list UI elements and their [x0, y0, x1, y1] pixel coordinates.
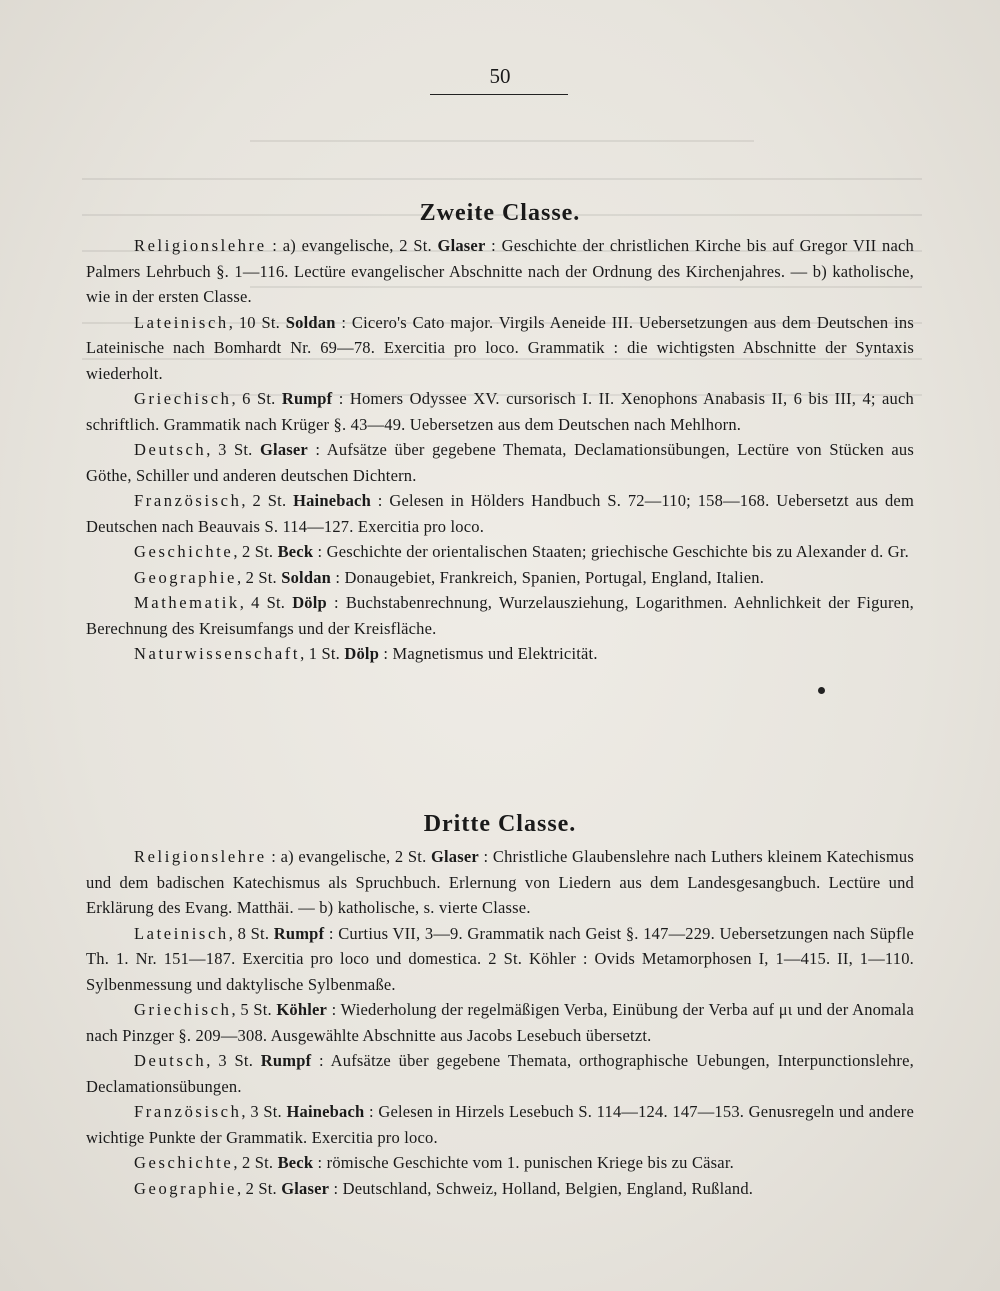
entry-subject: Griechisch — [134, 389, 232, 408]
entry-griechisch — [86, 997, 914, 1048]
entry-hours: , 10 St. — [228, 312, 286, 332]
entry-text: : Deutschland, Schweiz, Holland, Belgien, England, Rußland. — [329, 1178, 754, 1198]
entry-religionslehre — [86, 233, 914, 310]
entry-text: : Gelesen in Hirzels Lesebuch S. 114—124. 147—153. Genusregeln und andere wichtige Punkte der Grammatik. Exercitia pro loco. — [86, 1102, 914, 1147]
entry-text: : Homers Odyssee XV. cursorisch I. II. Xenophons Anabasis II, 6 bis III, 4; auch schriftlich. Grammatik nach Krüger §. 43—49. Uebersetzen aus dem Deutschen nach Mehlhorn. — [86, 389, 914, 434]
entry-text: : Donaugebiet, Frankreich, Spanien, Portugal, England, Italien. — [331, 567, 765, 587]
entry-subject: Geschichte — [134, 1153, 234, 1172]
entry-subject: Religionslehre — [134, 847, 267, 866]
entry-hours: , 3 St. — [241, 1102, 287, 1121]
entry-teacher: Köhler — [276, 1000, 328, 1019]
entry-hours: , 3 St. — [206, 440, 260, 459]
entry-text: : römische Geschichte vom 1. punischen Kriege bis zu Cäsar. — [313, 1153, 734, 1172]
entry-subject: Deutsch — [134, 1051, 207, 1070]
entry-teacher: Glaser — [437, 236, 486, 255]
entry-subject: Mathematik — [134, 593, 240, 612]
entry-subject: Deutsch — [134, 440, 207, 459]
entry-hours: , 6 St. — [231, 389, 282, 408]
entry-teacher: Glaser — [281, 1178, 330, 1198]
entry-text: : Curtius VII, 3—9. Grammatik nach Geist §. 147—229. Uebersetzungen nach Süpfle Th. 1. Nr. 151—187. Exercitia pro loco und domestica. 2 St. Köhler : Ovids Metamorphosen I, 1—415. II, 1—110. Sylbenmessung und daktylische Sylbenmaße. — [86, 923, 914, 994]
entry-teacher: Soldan — [281, 567, 332, 587]
entry-lateinisch — [86, 921, 914, 998]
entry-hours: , 3 St. — [206, 1051, 261, 1070]
entry-teacher: Glaser — [260, 440, 308, 459]
entry-hours: , 2 St. — [233, 1153, 278, 1172]
entry-hours: , 1 St. — [300, 644, 345, 663]
entry-geographie — [86, 1176, 914, 1202]
entry-hours: : a) evangelische, 2 St. — [266, 847, 431, 866]
entry-subject: Geschichte — [134, 542, 234, 561]
entry-teacher: Rumpf — [273, 923, 325, 943]
entry-subject: Lateinisch — [134, 923, 229, 943]
entry-teacher: Hainebach — [286, 1102, 365, 1121]
entry-hours: , 2 St. — [236, 1178, 282, 1198]
entry-geographie — [86, 565, 914, 591]
entry-franzoesisch — [86, 1099, 914, 1150]
entry-hours: , 8 St. — [228, 923, 274, 943]
section-zweite-classe — [86, 193, 914, 667]
entry-teacher: Beck — [277, 542, 314, 561]
entry-hours: , 2 St. — [233, 542, 278, 561]
entry-teacher: Rumpf — [260, 1051, 312, 1070]
entry-subject: Griechisch — [134, 1000, 232, 1019]
entry-teacher: Dölp — [292, 593, 327, 612]
entry-lateinisch — [86, 310, 914, 387]
entry-geschichte — [86, 1150, 914, 1176]
entry-subject: Lateinisch — [134, 312, 229, 332]
entry-deutsch — [86, 437, 914, 488]
section-heading: Zweite Classe. — [419, 200, 581, 226]
entry-subject: Religionslehre — [134, 236, 267, 255]
entry-subject: Naturwissenschaft — [134, 644, 301, 663]
page-number-rule — [430, 94, 568, 95]
section-dritte-classe — [86, 804, 914, 1201]
entry-naturwissenschaft — [86, 641, 914, 667]
entry-text: : Wiederholung der regelmäßigen Verba, Einübung der Verba auf μι und der Anomala nach Pinzger §. 209—308. Ausgewählte Abschnitte aus Jacobs Lesebuch übersetzt. — [86, 1000, 914, 1045]
entry-subject: Geographie — [134, 1178, 237, 1198]
entry-text: : Cicero's Cato major. Virgils Aeneide III. Uebersetzungen aus dem Deutschen ins Lateinische nach Bomhardt Nr. 69—78. Exercitia pro loco. Grammatik : die wichtigsten Abschnitte der Syntaxis wiederholt. — [86, 312, 914, 383]
entry-teacher: Dölp — [344, 644, 380, 663]
entry-teacher: Rumpf — [281, 389, 333, 408]
entry-teacher: Beck — [277, 1153, 314, 1172]
entry-subject: Französisch — [134, 1102, 242, 1121]
entry-subject: Französisch — [134, 491, 242, 510]
entry-hours: , 4 St. — [239, 593, 293, 612]
entry-hours: , 2 St. — [236, 567, 282, 587]
entry-teacher: Glaser — [430, 847, 479, 866]
entry-text: : Buchstabenrechnung, Wurzelausziehung, Logarithmen. Aehnlichkeit der Figuren, Berechnung des Kreisumfangs und der Kreisfläche. — [86, 593, 914, 638]
entry-deutsch — [86, 1048, 914, 1099]
entry-text: : Geschichte der christlichen Kirche bis auf Gregor VII nach Palmers Lehrbuch §. 1—116. Lectüre evangelischer Abschnitte nach der Ordnung des Kirchenjahres. — b) katholische, wie in der ersten Classe. — [86, 236, 914, 306]
entry-teacher: Soldan — [285, 312, 336, 332]
entry-hours: : a) evangelische, 2 St. — [266, 236, 438, 255]
entry-franzoesisch — [86, 488, 914, 539]
entry-text: : Gelesen in Hölders Handbuch S. 72—110; 158—168. Uebersetzt aus dem Deutschen nach Beauvais S. 114—127. Exercitia pro loco. — [86, 491, 914, 536]
entry-teacher: Hainebach — [293, 491, 371, 510]
entry-hours: , 5 St. — [231, 1000, 277, 1019]
entry-text: : Aufsätze über gegebene Themata, orthographische Uebungen, Interpunctionslehre, Declamationsübungen. — [86, 1051, 914, 1096]
entry-text: : Geschichte der orientalischen Staaten; griechische Geschichte bis zu Alexander d. Gr. — [313, 542, 910, 561]
page-number: 50 — [489, 64, 511, 88]
section-heading: Dritte Classe. — [423, 811, 577, 837]
ink-spot — [818, 687, 825, 694]
entry-text: : Aufsätze über gegebene Themata, Declamationsübungen, Lectüre von Stücken aus Göthe, Schiller und anderen deutschen Dichtern. — [86, 440, 914, 485]
entry-text: : Christliche Glaubenslehre nach Luthers kleinem Katechismus und dem badischen Katechismus als Spruchbuch. Erlernung von Liedern aus dem Landesgesangbuch. Lectüre und Erklärung des Evang. Matthäi. — b) katholische, s. vierte Classe. — [86, 847, 914, 917]
entry-religionslehre — [86, 844, 914, 921]
entry-mathematik — [86, 590, 914, 641]
entry-griechisch — [86, 386, 914, 437]
entry-geschichte — [86, 539, 914, 565]
entry-text: : Magnetismus und Elektricität. — [379, 644, 598, 663]
entry-subject: Geographie — [134, 567, 237, 587]
entry-hours: , 2 St. — [241, 491, 294, 510]
